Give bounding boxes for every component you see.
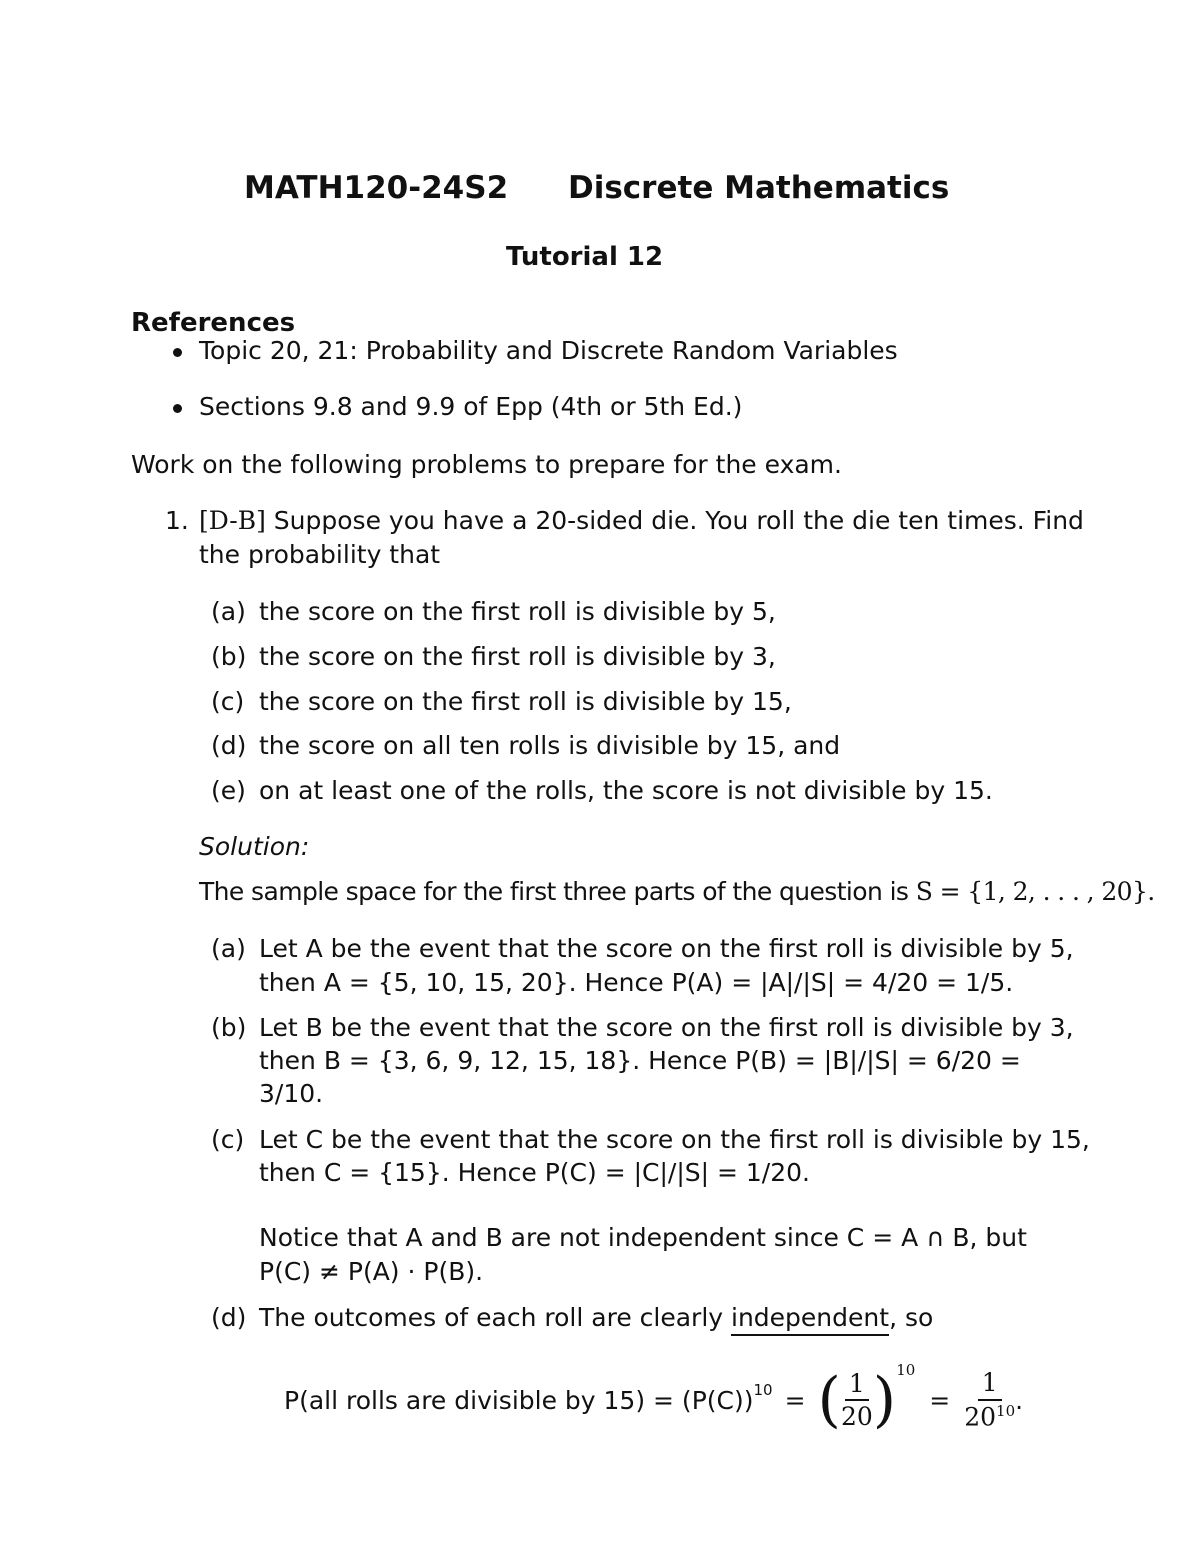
- problem-text-line1: Suppose you have a 20-sided die. You roll the die ten times. Find: [273, 506, 1084, 535]
- right-paren: ): [872, 1365, 897, 1435]
- equation-equals-2: =: [929, 1385, 951, 1415]
- solution-b-line1: Let B be the event that the score on the first roll is divisible by 3,: [259, 1013, 1074, 1042]
- intro-text: Work on the following problems to prepare for the exam.: [131, 450, 842, 479]
- solution-label-b: (b): [211, 1013, 247, 1042]
- solution-a-line2: then A = {5, 10, 15, 20}. Hence P(A) = |A|/|S| = 4/20 = 1/5.: [259, 968, 1014, 997]
- left-paren: (: [817, 1365, 841, 1435]
- sample-space-text: The sample space for the first three parts of the question is: [199, 877, 909, 906]
- solution-d-line1: [259, 1303, 933, 1332]
- display-equation: [284, 1360, 1023, 1440]
- problem-number: 1.: [165, 506, 189, 535]
- solution-d-pre: The outcomes of each roll are clearly: [259, 1303, 724, 1332]
- part-label: (b): [211, 642, 247, 671]
- problem-statement: [199, 506, 1084, 535]
- power-exponent: 10: [896, 1361, 916, 1379]
- part-text: the score on all ten rolls is divisible by 15, and: [259, 731, 841, 760]
- fraction-result: [964, 1369, 1015, 1430]
- result-numerator: 1: [978, 1369, 1002, 1401]
- course-name: Discrete Mathematics: [568, 170, 950, 206]
- part-label: (c): [211, 687, 245, 716]
- equation-period: .: [1015, 1385, 1024, 1415]
- sample-space-math: S = {1, 2, . . . , 20}.: [915, 877, 1155, 906]
- sample-space-line: [199, 877, 1155, 906]
- equation-left: P(all rolls are divisible by 15) = (P(C)): [284, 1385, 754, 1415]
- solution-d-post: , so: [889, 1303, 934, 1332]
- solution-b-line2: then B = {3, 6, 9, 12, 15, 18}. Hence P(B) = |B|/|S| = 6/20 =: [259, 1046, 1021, 1075]
- fraction-denominator: 20: [840, 1402, 873, 1431]
- solution-c-line2: then C = {15}. Hence P(C) = |C|/|S| = 1/20.: [259, 1158, 810, 1187]
- fraction-numerator: 1: [845, 1370, 869, 1402]
- solution-c-note-line1: Notice that A and B are not independent since C = A ∩ B, but: [259, 1223, 1027, 1252]
- solution-b-line3: 3/10.: [259, 1079, 324, 1108]
- bullet-icon: [173, 404, 182, 413]
- reference-item: Topic 20, 21: Probability and Discrete Random Variables: [199, 336, 898, 365]
- problem-text-line2: the probability that: [199, 540, 441, 569]
- course-code: MATH120-24S2: [244, 170, 509, 206]
- references-heading: References: [131, 308, 296, 338]
- reference-item: Sections 9.8 and 9.9 of Epp (4th or 5th Ed.): [199, 392, 743, 421]
- fraction-one-over-twenty: [841, 1370, 873, 1431]
- result-denominator: $20^{10}$: [964, 1401, 1016, 1432]
- solution-c-line1: Let C be the event that the score on the first roll is divisible by 15,: [259, 1125, 1090, 1154]
- part-label: (d): [211, 731, 247, 760]
- solution-label-a: (a): [211, 934, 246, 963]
- part-text: the score on the first roll is divisible by 3,: [259, 642, 776, 671]
- part-label: (e): [211, 776, 246, 805]
- independent-term: independent: [731, 1303, 889, 1336]
- equation-exponent: 10: [753, 1381, 773, 1399]
- part-text: the score on the first roll is divisible by 5,: [259, 597, 776, 626]
- solution-label-d: (d): [211, 1303, 247, 1332]
- problem-tag: [D-B]: [199, 506, 266, 535]
- part-text: the score on the first roll is divisible by 15,: [259, 687, 792, 716]
- solution-a-line1: Let A be the event that the score on the first roll is divisible by 5,: [259, 934, 1074, 963]
- bullet-icon: [173, 348, 182, 357]
- solution-c-note-line2: P(C) ≠ P(A) · P(B).: [259, 1257, 484, 1286]
- solution-label-c: (c): [211, 1125, 245, 1154]
- part-label: (a): [211, 597, 246, 626]
- part-text: on at least one of the rolls, the score is not divisible by 15.: [259, 776, 993, 805]
- equation-equals: =: [784, 1385, 806, 1415]
- page-subtitle: Tutorial 12: [506, 242, 664, 272]
- solution-heading: Solution:: [199, 832, 310, 861]
